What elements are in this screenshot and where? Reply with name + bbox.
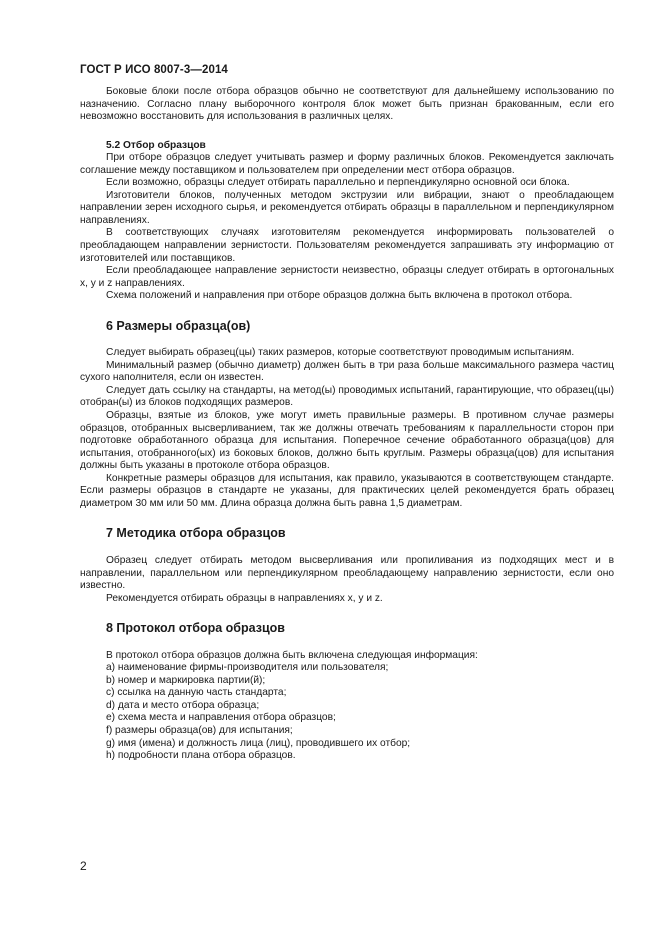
paragraph: Изготовители блоков, полученных методом экструзии или вибрации, знают о преобладающем направлении зерен исходного сырья, и рекомендуется отбирать образцы в параллельном и перпендикулярном направлениях.	[80, 189, 614, 226]
list-item: d) дата и место отбора образца;	[106, 699, 260, 711]
section-8-title: 8 Протокол отбора образцов	[106, 621, 285, 636]
paragraph: Если возможно, образцы следует отбирать параллельно и перпендикулярно основной оси блока.	[106, 177, 570, 189]
document-body	[80, 86, 614, 763]
section-5-2-title: 5.2 Отбор образцов	[106, 139, 206, 151]
list-item: b) номер и маркировка партии(й);	[106, 674, 266, 686]
document-header: ГОСТ Р ИСО 8007-3—2014	[80, 64, 228, 76]
paragraph: Образец следует отбирать методом высверливания или пропиливания из подходящих мест и в направлении, параллельном или перпендикулярном преобладающему направлению зернистости, если оно известно.	[80, 554, 614, 592]
paragraph: Образцы, взятые из блоков, уже могут иметь правильные размеры. В противном случае размеры образцов, отобранных высверливанием, так же должны отвечать требованиям к параллельности сторон при подготовке обработанного образца для испытания. Поперечное сечение обработанного образца(цов) для испытания, отобранного(ых) из боковых блоков, должно быть круглым. Размеры образца(цов) для испытания должны быть указаны в протоколе отбора образцов.	[80, 410, 614, 472]
intro-paragraph: Боковые блоки после отбора образцов обычно не соответствуют для дальнейшему использованию по назначению. Согласно плану выборочного контроля блок может быть признан бракованным, если его невозможно восстановить для использования в различных целях.	[80, 86, 614, 123]
paragraph: Минимальный размер (обычно диаметр) должен быть в три раза больше максимального размера частиц сухого наполнителя, если он известен.	[80, 359, 614, 384]
page-number: 2	[80, 859, 87, 873]
section-7-title: 7 Методика отбора образцов	[106, 526, 286, 541]
paragraph: Если преобладающее направление зернистости неизвестно, образцы следует отбирать в ортогональных x, y и z направлениях.	[80, 265, 614, 289]
paragraph: При отборе образцов следует учитывать размер и форму различных блоков. Рекомендуется заключать соглашение между поставщиком и пользователем при определении мест отбора образцов.	[80, 152, 614, 176]
paragraph: В протокол отбора образцов должна быть включена следующая информация:	[106, 649, 478, 661]
list-item: h) подробности плана отбора образцов.	[106, 750, 296, 762]
list-item: c) ссылка на данную часть стандарта;	[106, 687, 287, 699]
paragraph: Схема положений и направления при отборе образцов должна быть включена в протокол отбора.	[106, 290, 573, 302]
report-items-list	[80, 662, 614, 762]
section-6-title: 6 Размеры образца(ов)	[106, 318, 251, 333]
paragraph: Конкретные размеры образцов для испытания, как правило, указываются в соответствующем стандарте. Если размеры образцов в стандарте не указаны, для практических целей рекомендуется брать образец диаметром 30 мм или 50 мм. Длина образца должна быть равна 1,5 диаметрам.	[80, 472, 614, 509]
paragraph: Рекомендуется отбирать образцы в направлениях x, y и z.	[106, 592, 383, 604]
paragraph: В соответствующих случаях изготовителям рекомендуется информировать пользователей о преобладающем направлении зернистости. Пользователям рекомендуется запрашивать эту информацию от изготовителей или поставщиков.	[80, 227, 614, 264]
paragraph: Следует дать ссылку на стандарты, на метод(ы) проводимых испытаний, гарантирующие, что образец(цы) отобран(ы) из блоков подходящих размеров.	[80, 384, 614, 409]
list-item: a) наименование фирмы-производителя или пользователя;	[106, 662, 389, 674]
list-item: e) схема места и направления отбора образцов;	[106, 712, 336, 724]
list-item: f) размеры образца(ов) для испытания;	[106, 724, 293, 736]
paragraph: Следует выбирать образец(цы) таких размеров, которые соответствуют проводимым испытаниям.	[106, 347, 575, 359]
list-item: g) имя (имена) и должность лица (лиц), проводившего их отбор;	[106, 737, 411, 749]
